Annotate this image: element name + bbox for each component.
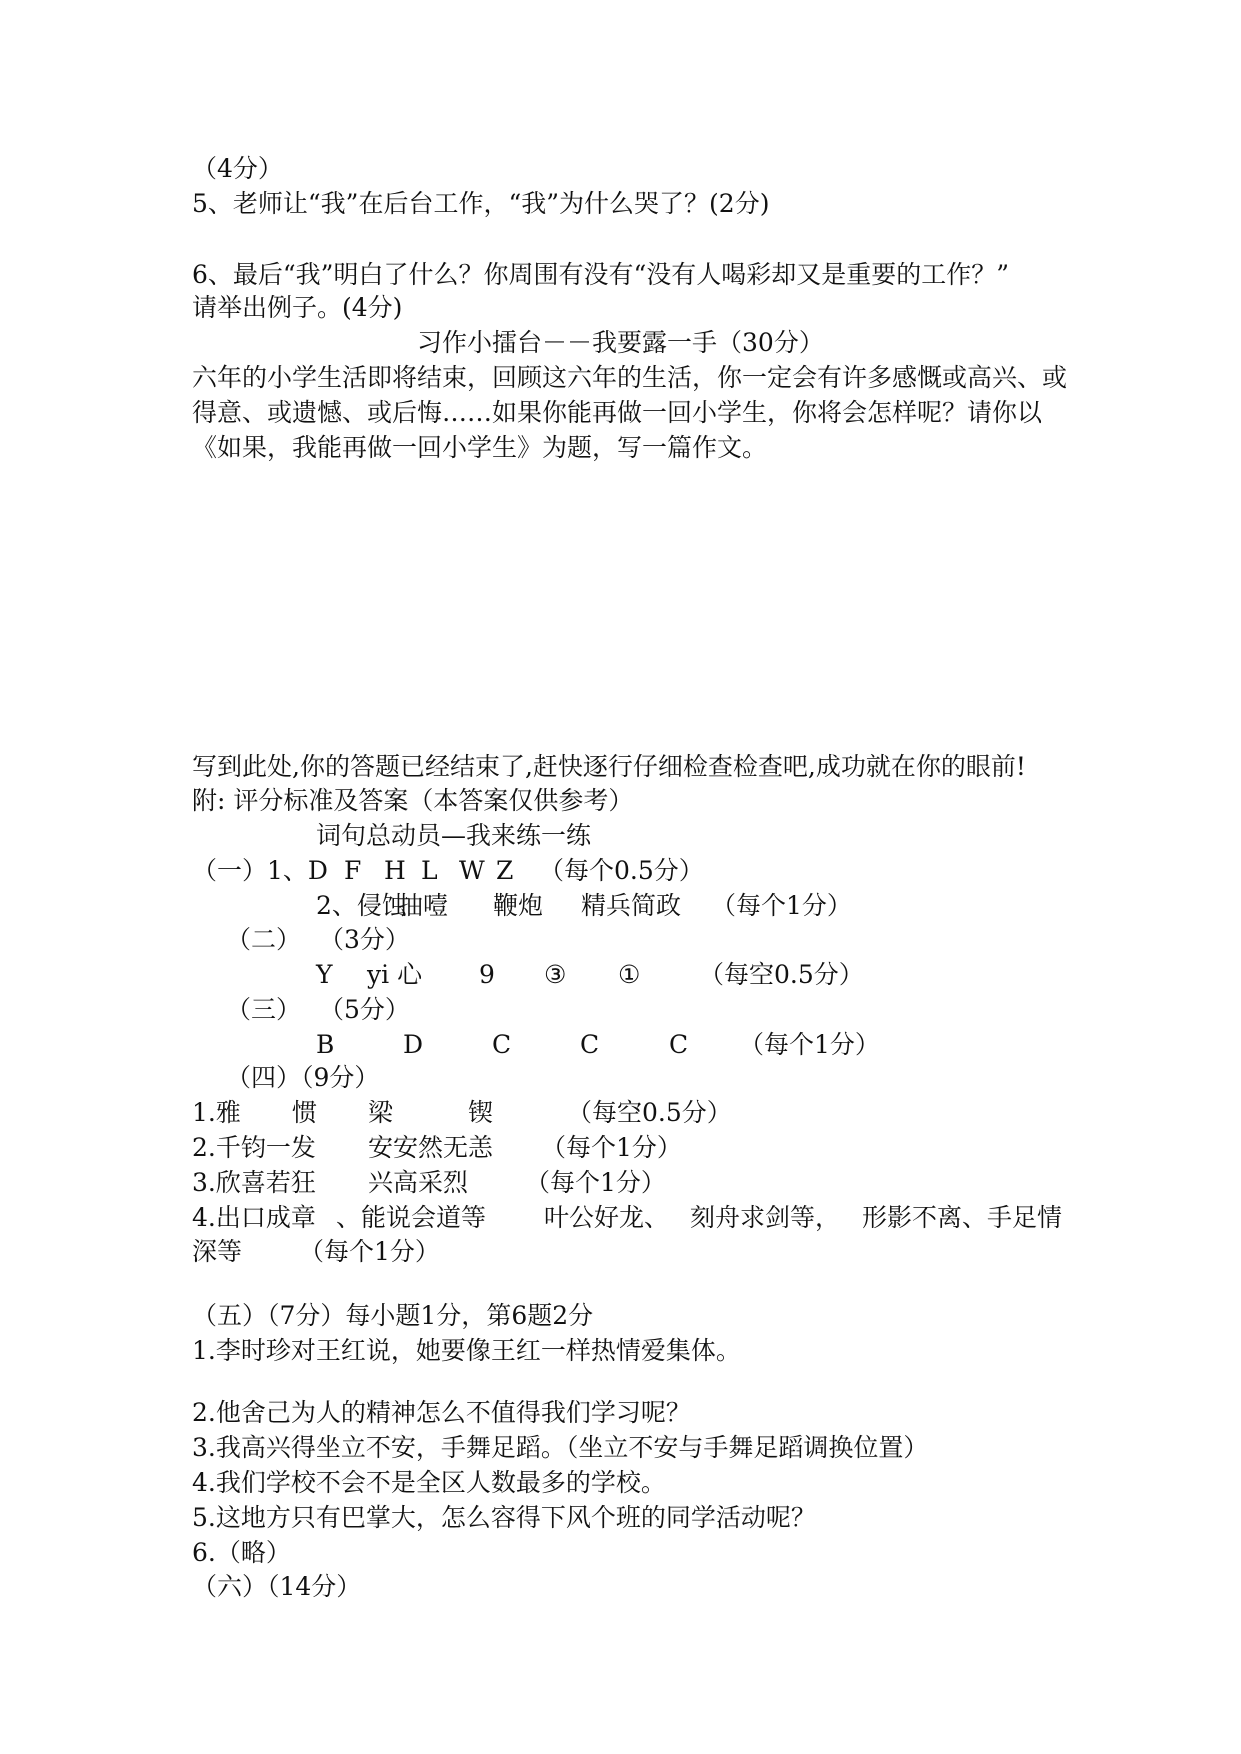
part4-answer-cell: 2.千钧一发 <box>192 1133 316 1162</box>
part4-answer-cell: 刻舟求剑等， <box>690 1203 841 1232</box>
composition-title: 习作小擂台－－我要露一手（30分） <box>417 328 824 357</box>
part4-score-note: （每个1分） <box>299 1237 440 1266</box>
part4-answer-cell: 梁 <box>368 1098 394 1127</box>
part4-answer-cell: 叶公好龙、 <box>544 1203 670 1232</box>
answer-section-title: 词句总动员—我来练一练 <box>316 821 592 850</box>
part3-answer-cell: B <box>316 1030 335 1059</box>
part2-answer-cell: ③ <box>544 960 567 989</box>
part4-score-note: （每个1分） <box>525 1168 666 1197</box>
part1-answer-cell: W <box>459 856 485 885</box>
part5-answer-item: 1.李时珍对王红说，她要像王红一样热情爱集体。 <box>192 1336 741 1365</box>
question-6-line-2: 请举出例子。(4分) <box>192 293 403 322</box>
part6-label: （六）（14分） <box>192 1572 362 1601</box>
part2-answer-cell: Y <box>316 960 333 989</box>
composition-prompt-line: 得意、或遗憾、或后悔……如果你能再做一回小学生，你将会怎样呢？请你以 <box>192 398 1043 427</box>
part2-score-note: （每空0.5分） <box>699 960 864 989</box>
part4-answer-cell: 4.出口成章 <box>192 1203 316 1232</box>
part4-answer-cell: 兴高采烈 <box>368 1168 469 1197</box>
part3-answer-cell: D <box>403 1030 424 1059</box>
part3-label: （三） <box>226 995 302 1024</box>
part4-answer-cell: 3.欣喜若狂 <box>192 1168 316 1197</box>
composition-prompt-line: 六年的小学生活即将结束，回顾这六年的生活，你一定会有许多感慨或高兴、或 <box>192 363 1068 392</box>
part1-answer-cell: （一）1、D <box>192 856 328 885</box>
part1-answer-cell: 鞭炮 <box>493 891 544 920</box>
part5-answer-item: 2.他舍己为人的精神怎么不值得我们学习呢？ <box>192 1398 691 1427</box>
part4-answer-cell: 形影不离、手足情 <box>862 1203 1063 1232</box>
part5-answer-item: 4.我们学校不会不是全区人数最多的学校。 <box>192 1468 666 1497</box>
part3-score: （5分） <box>319 995 410 1024</box>
question-6-line-1: 6、最后“我”明白了什么？你周围有没有“没有人喝彩却又是重要的工作？” <box>192 260 1010 289</box>
part1-answer-cell: F <box>344 856 362 885</box>
part1-score-note: （每个0.5分） <box>539 856 704 885</box>
part4-answer-cell: 、能说会道等 <box>336 1203 487 1232</box>
part3-score-note: （每个1分） <box>739 1030 880 1059</box>
part5-answer-item: 6.（略） <box>192 1538 291 1567</box>
part1-answer-cell: H <box>384 856 406 885</box>
part5-label: （五）（7分）每小题1分，第6题2分 <box>192 1301 594 1330</box>
part1-answer-cell: Z <box>496 856 514 885</box>
question-5: 5、老师让“我”在后台工作，“我”为什么哭了？(2分) <box>192 189 770 218</box>
answer-key-heading: 附: 评分标准及答案（本答案仅供参考） <box>192 786 634 815</box>
part5-answer-item: 3.我高兴得坐立不安，手舞足蹈。（坐立不安与手舞足蹈调换位置） <box>192 1433 929 1462</box>
part2-answer-cell: ① <box>618 960 641 989</box>
part3-answer-cell: C <box>669 1030 689 1059</box>
closing-note: 写到此处,你的答题已经结束了,赶快逐行仔细检查检查吧,成功就在你的眼前! <box>192 752 1026 781</box>
part2-score: （3分） <box>319 925 410 954</box>
part4-answer-cell: 深等 <box>192 1237 243 1266</box>
part4-answer-cell: 1.雅 <box>192 1098 241 1127</box>
part1-score-note: （每个1分） <box>711 891 852 920</box>
question-4-score: （4分） <box>192 154 283 183</box>
part2-answer-cell: yi 心 <box>367 960 423 989</box>
part3-answer-cell: C <box>580 1030 600 1059</box>
part4-score-note: （每空0.5分） <box>567 1098 732 1127</box>
part4-answer-cell: 惯 <box>292 1098 318 1127</box>
part1-answer-cell: 2、侵蚀 <box>316 891 407 920</box>
part4-score-note: （每个1分） <box>541 1133 682 1162</box>
part1-answer-cell: L <box>421 856 438 885</box>
part2-label: （二） <box>226 925 302 954</box>
part1-answer-cell: 抽噎 <box>398 891 449 920</box>
part4-answer-cell: 锲 <box>468 1098 494 1127</box>
part1-answer-cell: 精兵简政 <box>581 891 682 920</box>
part4-label: （四）（9分） <box>226 1063 380 1092</box>
composition-prompt-line: 《如果，我能再做一回小学生》为题，写一篇作文。 <box>192 433 768 462</box>
part3-answer-cell: C <box>492 1030 512 1059</box>
part4-answer-cell: 安安然无恙 <box>368 1133 494 1162</box>
part2-answer-cell: 9 <box>479 960 495 989</box>
part5-answer-item: 5.这地方只有巴掌大，怎么容得下风个班的同学活动呢？ <box>192 1503 816 1532</box>
